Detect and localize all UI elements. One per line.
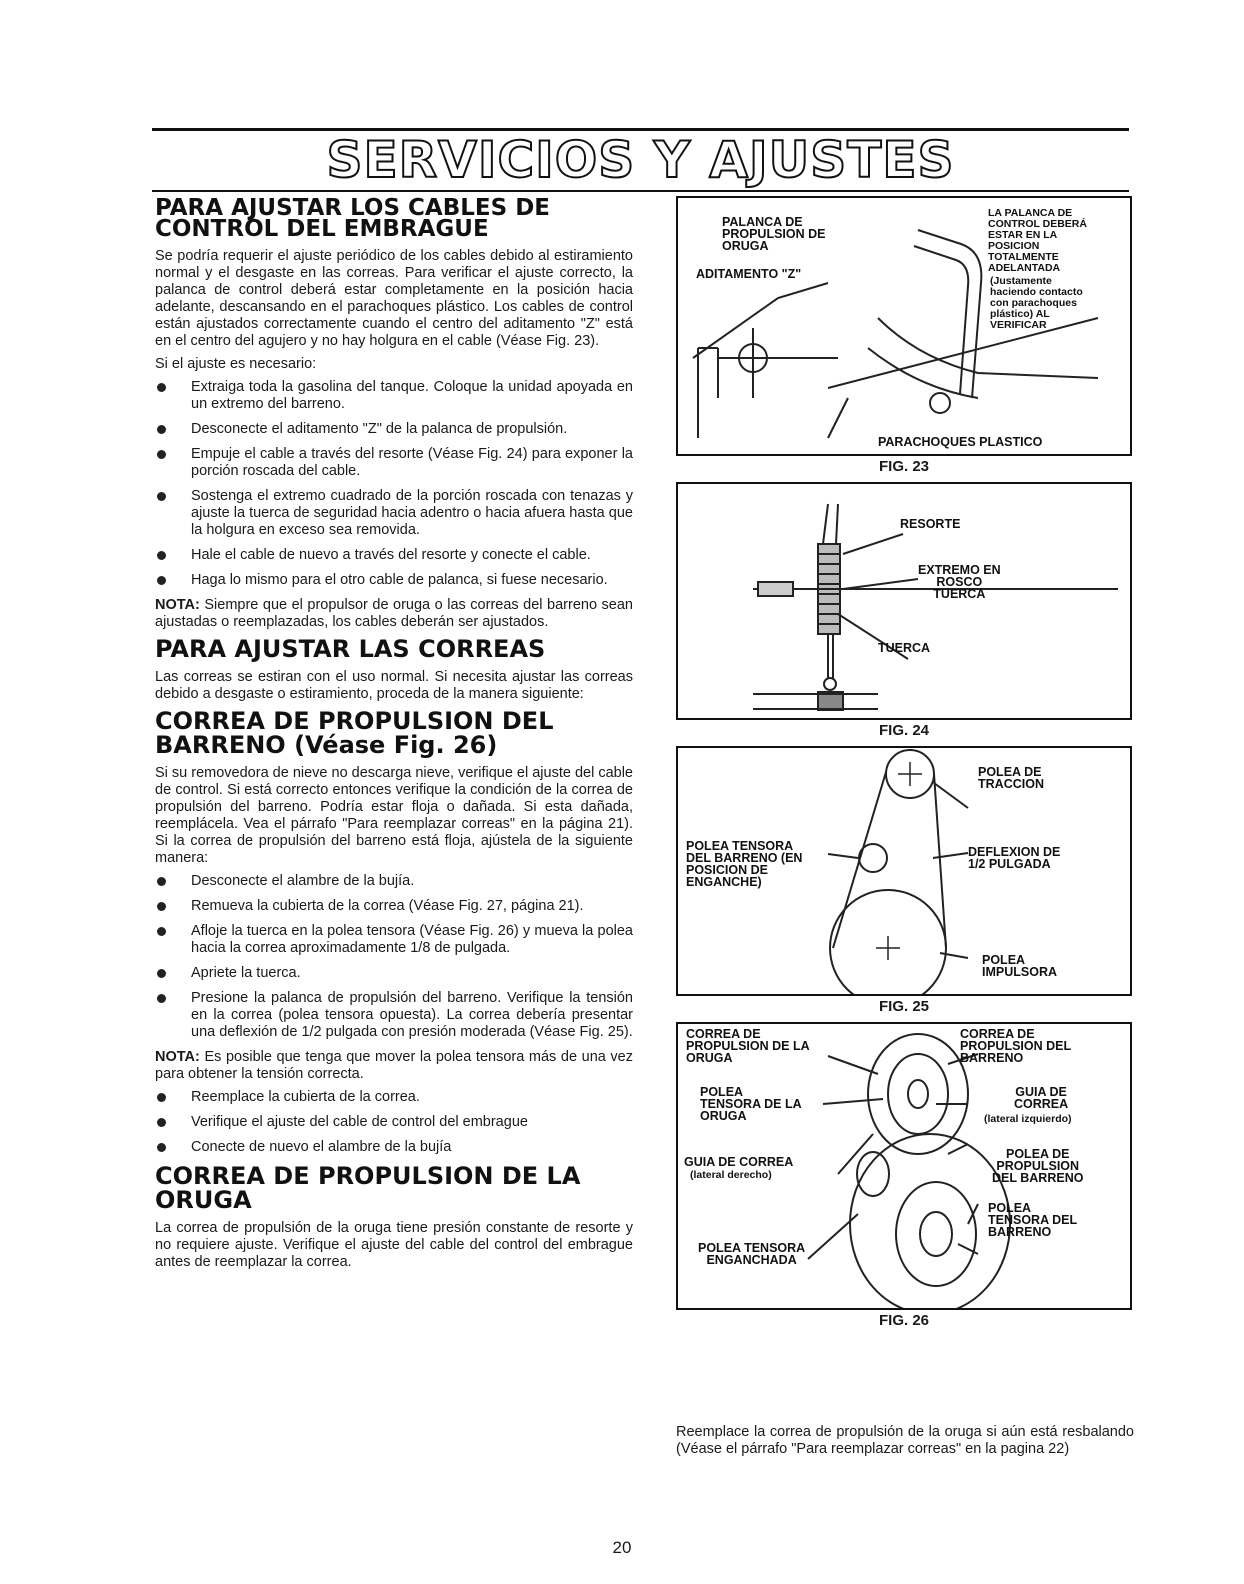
clutch-cables-intro: Se podría requerir el ajuste periódico de los cables debido al estiramiento normal y el desgaste en las correas. Para verificar el ajuste correcto, la palanca de control deberá estar completamente en la posición hacia adelante, descansando en el parachoques plástico. Los cables de control están ajustados correctamente cuando el centro del aditamento "Z" está en el centro del agujero y no hay holgura en el cable (Véase Fig. 23). — [155, 248, 633, 349]
figure-23 — [676, 196, 1132, 456]
fig25-label-traction-pulley: POLEA DE TRACCION — [978, 765, 1044, 791]
bullet-icon — [157, 994, 166, 1003]
list-item: Presione la palanca de propulsión del barreno. Verifique la tensión en la correa (polea tensora opuesta). La correa debería presentar una deflexión de 1/2 pulgada con presión moderada (Véase Fig. 25). — [155, 990, 633, 1041]
bullet-icon — [157, 1143, 166, 1152]
page-number: 20 — [612, 1538, 632, 1557]
fig23-label-bumper: PARACHOQUES PLASTICO — [878, 435, 1043, 449]
auger-belt-note: NOTA: Es posible que tenga que mover la polea tensora más de una vez para obtener la tensión correcta. — [155, 1049, 633, 1082]
fig23-caption: FIG. 23 — [878, 458, 930, 475]
fig23-label-control-lever: LA PALANCA DE CONTROL DEBERÁ ESTAR EN LA POSICION TOTALMENTE ADELANTADA — [988, 207, 1087, 274]
auger-belt-steps — [155, 873, 633, 1041]
page-title: SERVICIOS Y AJUSTES — [326, 131, 955, 189]
list-item: Apriete la tuerca. — [155, 965, 633, 982]
fig26-label-auger-pulley: POLEA DE PROPULSION DEL BARRENO — [992, 1147, 1084, 1185]
bullet-icon — [157, 383, 166, 392]
fig25-label-idler: POLEA TENSORA DEL BARRENO (EN POSICION DE ENGANCHE) — [686, 839, 803, 889]
fig26-label-track-idler: POLEA TENSORA DE LA ORUGA — [700, 1085, 802, 1123]
bullet-icon — [157, 551, 166, 560]
fig26-label-engaged-idler: POLEA TENSORA ENGANCHADA — [698, 1241, 806, 1267]
list-item: Desconecte el alambre de la bujía. — [155, 873, 633, 890]
auger-belt-steps-2 — [155, 1089, 633, 1156]
fig26-caption: FIG. 26 — [878, 1312, 930, 1329]
figure-24 — [676, 482, 1132, 720]
bullet-icon — [157, 576, 166, 585]
fig24-label-nut: TUERCA — [878, 641, 931, 655]
fig25-label-deflection: DEFLEXION DE 1/2 PULGADA — [968, 845, 1061, 871]
fig23-label-verify: (Justamente haciendo contacto con parachoques plástico) AL VERIFICAR — [990, 275, 1083, 331]
fig26-label-auger-belt: CORREA DE PROPULSION DEL BARRENO — [960, 1027, 1072, 1065]
list-item: Haga lo mismo para el otro cable de palanca, si fuese necesario. — [155, 572, 633, 589]
bullet-icon — [157, 927, 166, 936]
fig26-label-track-belt: CORREA DE PROPULSION DE LA ORUGA — [686, 1027, 810, 1065]
list-item: Extraiga toda la gasolina del tanque. Coloque la unidad apoyada en un extremo del barreno. — [155, 379, 633, 413]
bullet-icon — [157, 1093, 166, 1102]
fig25-label-drive-pulley: POLEA IMPULSORA — [982, 953, 1057, 979]
heading-track-belt: CORREA DE PROPULSION DE LA ORUGA — [155, 1162, 581, 1214]
clutch-cables-note: NOTA: Siempre que el propulsor de oruga o las correas del barreno sean ajustadas o reemplazadas, los cables deberán ser ajustados. — [155, 597, 633, 630]
clutch-cables-if-needed: Si el ajuste es necesario: — [155, 356, 317, 372]
right-column — [676, 196, 1132, 1336]
track-belt-text: La correa de propulsión de la oruga tiene presión constante de resorte y no requiere ajuste. Verifique el ajuste del cable del control del embrague antes de reemplazar la correa. — [155, 1220, 633, 1270]
list-item: Verifique el ajuste del cable de control del embrague — [155, 1114, 633, 1131]
fig26-label-auger-idler: POLEA TENSORA DEL BARRENO — [988, 1201, 1078, 1239]
list-item: Afloje la tuerca en la polea tensora (Véase Fig. 26) y mueva la polea hacia la correa aproximadamente 1/8 de pulgada. — [155, 923, 633, 957]
list-item: Remueva la cubierta de la correa (Véase Fig. 27, página 21). — [155, 898, 633, 915]
list-item: Conecte de nuevo el alambre de la bujía — [155, 1139, 633, 1156]
list-item: Desconecte el aditamento "Z" de la palanca de propulsión. — [155, 421, 633, 438]
figure-25 — [676, 746, 1132, 996]
fig26-label-guide-right: GUIA DE CORREA — [684, 1155, 794, 1169]
fig23-label-z-fitting: ADITAMENTO "Z" — [696, 267, 802, 281]
header-rule-bottom — [152, 190, 1129, 192]
fig23-label-lever: PALANCA DE PROPULSION DE ORUGA — [722, 215, 826, 253]
heading-clutch-cables: PARA AJUSTAR LOS CABLES DE CONTROL DEL EMBRAGUE — [155, 195, 550, 242]
list-item: Empuje el cable a través del resorte (Véase Fig. 24) para exponer la porción roscada del cable. — [155, 446, 633, 480]
bullet-icon — [157, 1118, 166, 1127]
bullet-icon — [157, 877, 166, 886]
fig24-label-threaded-end: EXTREMO EN ROSCO TUERCA — [918, 563, 1001, 601]
fig25-caption: FIG. 25 — [878, 998, 930, 1015]
heading-auger-belt: CORREA DE PROPULSION DEL BARRENO (Véase Fig. 26) — [155, 707, 554, 759]
left-column — [155, 196, 633, 1277]
list-item: Reemplace la cubierta de la correa. — [155, 1089, 633, 1106]
bullet-icon — [157, 425, 166, 434]
list-item: Hale el cable de nuevo a través del resorte y conecte el cable. — [155, 547, 633, 564]
track-belt-replace-note: Reemplace la correa de propulsión de la oruga si aún está resbalando (Véase el párrafo "Para reemplazar correas" en la pagina 22) — [676, 1424, 1134, 1457]
clutch-cables-steps — [155, 379, 633, 589]
fig26-label-right-side: (lateral derecho) — [690, 1169, 772, 1181]
bullet-icon — [157, 902, 166, 911]
auger-belt-intro: Si su removedora de nieve no descarga nieve, verifique el ajuste del cable de control. Si está correcto entonces verifique la condición de la correa de propulsión del barreno. Podría estar floja o dañada. Si esta dañada, reemplácela. Vea el párrafo "Para reemplazar correas" en la página 21). Si la correa de propulsión del barreno está floja, ajústela de la siguiente manera: — [155, 765, 633, 866]
adjust-belts-intro: Las correas se estiran con el uso normal. Si necesita ajustar las correas debido a desgaste o estiramiento, proceda de la manera siguiente: — [155, 669, 633, 702]
list-item: Sostenga el extremo cuadrado de la porción roscada con tenazas y ajuste la tuerca de seguridad hacia adentro o hacia afuera hasta que la holgura en exceso sea removida. — [155, 488, 633, 539]
bullet-icon — [157, 492, 166, 501]
bullet-icon — [157, 969, 166, 978]
bullet-icon — [157, 450, 166, 459]
fig24-caption: FIG. 24 — [878, 722, 930, 739]
heading-adjust-belts: PARA AJUSTAR LAS CORREAS — [155, 635, 546, 663]
fig26-label-left-side: (lateral izquierdo) — [984, 1113, 1072, 1125]
fig24-label-spring: RESORTE — [900, 517, 961, 531]
fig26-label-belt-guide: GUIA DE CORREA — [1014, 1085, 1069, 1111]
figure-26 — [676, 1022, 1132, 1310]
